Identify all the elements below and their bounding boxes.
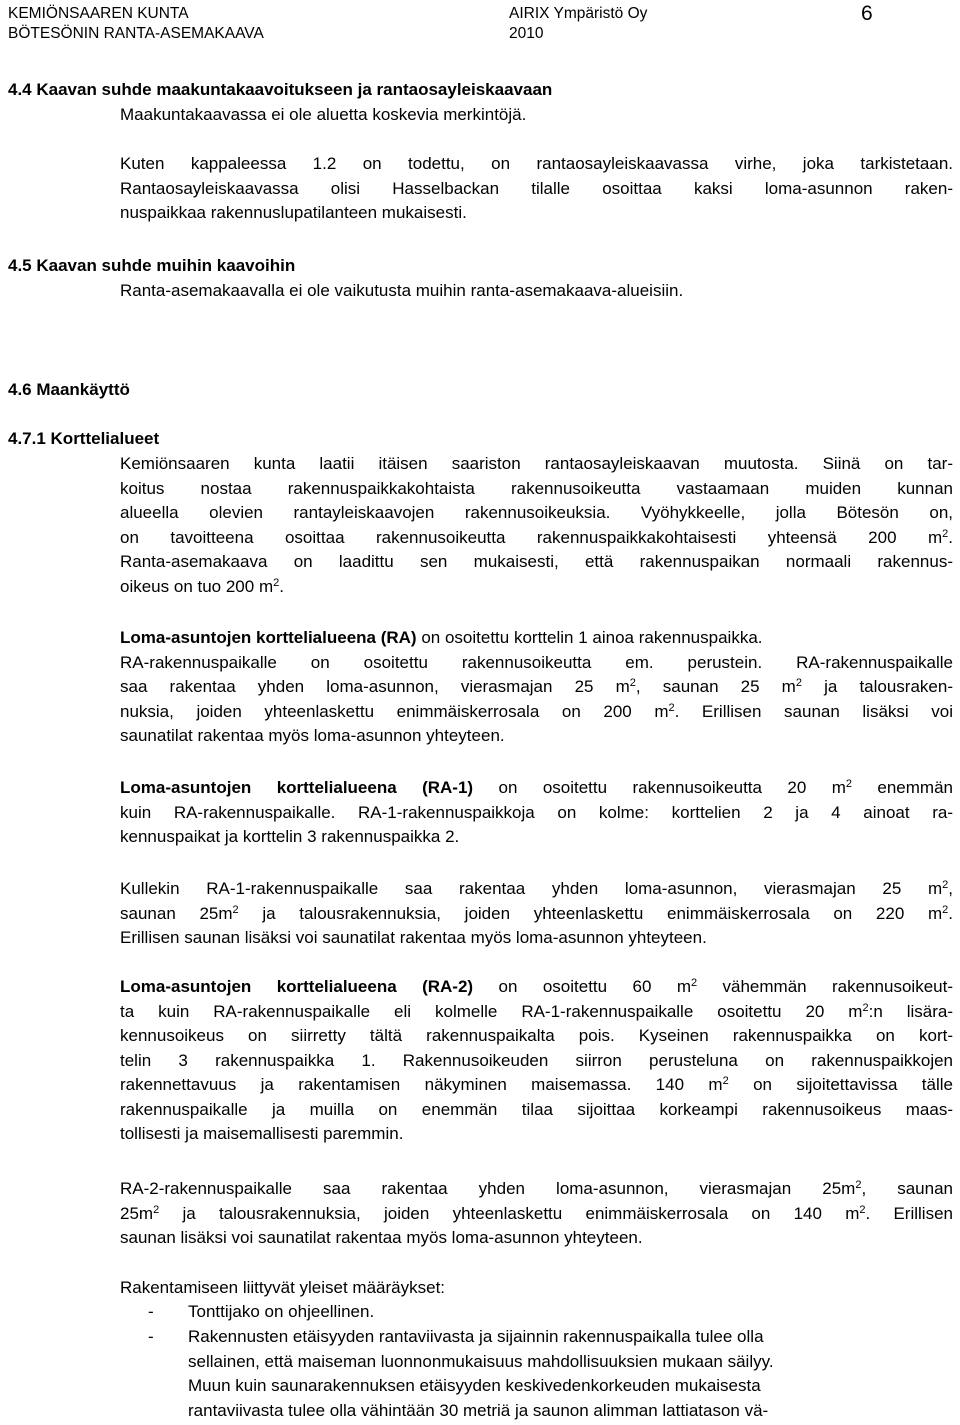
- text-line: Ranta-asemakaavalla ei ole vaikutusta muihin ranta-asemakaava-alueisiin.: [120, 281, 684, 300]
- paragraph-ra-1: [120, 776, 953, 850]
- section-heading-4-4: 4.4 Kaavan suhde maakuntakaavoitukseen ja rantaosayleiskaavaan: [8, 80, 553, 99]
- header-year: 2010: [509, 25, 544, 42]
- list-item-text: [188, 1325, 934, 1423]
- text-line: Maakuntakaavassa ei ole aluetta koskevia merkintöjä.: [120, 105, 527, 124]
- list-dash: -: [148, 1302, 154, 1321]
- text-line: Kuten kappaleessa 1.2 on todettu, on rantaosayleiskaavassa virhe, joka tarkistetaan.: [120, 154, 953, 173]
- paragraph-4-4-a: [120, 103, 953, 128]
- page-header: [8, 4, 952, 44]
- list-item-text: [188, 1300, 934, 1325]
- text-line: telin 3 rakennuspaikka 1. Rakennusoikeuden siirron perusteluna on rakennuspaikkojen: [120, 1050, 953, 1070]
- text-line: Loma-asuntojen korttelialueena (RA-1) on osoitettu rakennusoikeutta 20 $m^2$ enemmän: [120, 778, 953, 797]
- header-municipality: KEMIÖNSAAREN KUNTA: [8, 5, 189, 22]
- text-line: on tavoitteena osoittaa rakennusoikeutta rakennuspaikkakohtaisesti yhteensä 200 $m^2$.: [120, 527, 953, 547]
- text-line: RA-2-rakennuspaikalle saa rakentaa yhden loma-asunnon, vierasmajan $25m^2$, saunan: [120, 1179, 953, 1198]
- text-line: alueella olevien rantayleiskaavojen rakennusoikeuksia. Vyöhykkeelle, jolla Bötesön on,: [120, 503, 953, 522]
- paragraph-ra-1-b: [120, 877, 953, 951]
- text-line: Muun kuin saunarakennuksen etäisyyden keskivedenkorkeuden mukaisesta: [188, 1376, 761, 1395]
- term-ra-1: Loma-asuntojen korttelialueena (RA-1): [120, 778, 474, 797]
- header-company: AIRIX Ympäristö Oy: [509, 5, 648, 22]
- text-line: rantaviivasta tulee olla vähintään 30 metriä ja saunon alimman lattiatason vä-: [188, 1400, 769, 1420]
- paragraph-ra-2-b: [120, 1177, 953, 1251]
- list-dash: -: [148, 1327, 154, 1346]
- paragraph-4-4-b: [120, 152, 953, 226]
- paragraph-ra: [120, 626, 953, 749]
- text-line: kennuspaikat ja korttelin 3 rakennuspaikka 2.: [120, 827, 460, 846]
- paragraph-4-5: [120, 279, 953, 304]
- text-line: saunan lisäksi voi saunatilat rakentaa myös loma-asunnon yhteyteen.: [120, 1228, 643, 1247]
- paragraph-4-7-1-intro: [120, 452, 953, 599]
- text-line: saunan $25m^2$ ja talousrakennuksia, joiden yhteenlaskettu enimmäiskerrosala on 220 $m^2$.: [120, 903, 953, 923]
- section-heading-4-6: 4.6 Maankäyttö: [8, 380, 130, 399]
- text-line: Loma-asuntojen korttelialueena (RA-2) on osoitettu 60 $m^2$ vähemmän rakennusoikeut-: [120, 977, 953, 996]
- text-line: nuspaikkaa rakennuslupatilanteen mukaisesti.: [120, 203, 467, 222]
- text-line: Ranta-asemakaava on laadittu sen mukaisesti, että rakennuspaikan normaali rakennus-: [120, 552, 953, 571]
- text-line: sellainen, että maiseman luonnonmukaisuus mahdollisuuksien mukaan säilyy.: [188, 1351, 774, 1371]
- text-line: rakennettavuus ja rakentamisen näkyminen maisemassa. 140 $m^2$ on sijoitettavissa tälle: [120, 1075, 953, 1094]
- text-line: tollisesti ja maisemallisesti paremmin.: [120, 1124, 404, 1143]
- text-line: Tonttijako on ohjeellinen.: [188, 1302, 375, 1321]
- text-line: RA-rakennuspaikalle on osoitettu rakennusoikeutta em. perustein. RA-rakennuspaikalle: [120, 652, 953, 672]
- text-line: saa rakentaa yhden loma-asunnon, vierasmajan 25 $m^2$, saunan 25 $m^2$ ja talousraken-: [120, 677, 953, 696]
- text-line: ta kuin RA-rakennuspaikalle eli kolmelle RA-1-rakennuspaikalle osoitettu 20 $m^2:n$ lisära-: [120, 1001, 954, 1021]
- text-line: Kullekin RA-1-rakennuspaikalle saa rakentaa yhden loma-asunnon, vierasmajan 25 $m^2$,: [120, 879, 953, 898]
- header-left: [8, 4, 264, 44]
- text-line: Rantaosayleiskaavassa olisi Hasselbackan tilalle osoittaa kaksi loma-asunnon raken-: [120, 178, 953, 198]
- section-heading-4-5: 4.5 Kaavan suhde muihin kaavoihin: [8, 256, 296, 275]
- text-line: kennusoikeus on siirretty tältä rakennuspaikalta pois. Kyseinen rakennuspaikka on kort-: [120, 1026, 953, 1045]
- section-heading-4-7-1: 4.7.1 Korttelialueet: [8, 429, 160, 448]
- text-line: Erillisen saunan lisäksi voi saunatilat rakentaa myös loma-asunnon yhteyteen.: [120, 928, 707, 947]
- text-line: saunatilat rakentaa myös loma-asunnon yhteyteen.: [120, 726, 505, 745]
- text-line: Kemiönsaaren kunta laatii itäisen saariston rantaosayleiskaavan muutosta. Siinä on tar-: [120, 454, 953, 473]
- header-middle: [509, 4, 647, 44]
- text-line: kuin RA-rakennuspaikalle. RA-1-rakennuspaikkoja on kolme: korttelien 2 ja 4 ainoat ra-: [120, 802, 953, 822]
- text-line: nuksia, joiden yhteenlaskettu enimmäiskerrosala on 200 $m^2$. Erillisen saunan lisäksi voi: [120, 701, 954, 721]
- page-number: 6: [861, 2, 873, 25]
- text-line: Rakentamiseen liittyvät yleiset määräykset:: [120, 1278, 446, 1297]
- term-ra: Loma-asuntojen korttelialueena (RA): [120, 628, 417, 647]
- text-line: Loma-asuntojen korttelialueena (RA) on osoitettu korttelin 1 ainoa rakennuspaikka.: [120, 628, 763, 647]
- text-line: koitus nostaa rakennuspaikkakohtaista rakennusoikeutta vastaamaan muiden kunnan: [120, 478, 953, 498]
- general-regulations-heading: [120, 1276, 953, 1301]
- header-plan-name: BÖTESÖNIN RANTA-ASEMAKAAVA: [8, 25, 264, 42]
- paragraph-ra-2: [120, 975, 953, 1147]
- term-ra-2: Loma-asuntojen korttelialueena (RA-2): [120, 977, 474, 996]
- text-line: Rakennusten etäisyyden rantaviivasta ja sijainnin rakennuspaikalla tulee olla: [188, 1327, 764, 1346]
- text-line: oikeus on tuo 200 $m^2$.: [120, 576, 284, 596]
- text-line: $25m^2$ ja talousrakennuksia, joiden yhteenlaskettu enimmäiskerrosala on 140 $m^2$. Erillisen: [120, 1203, 953, 1223]
- text-line: rakennuspaikalle ja muilla on enemmän tilaa sijoittaa korkeampi rakennusoikeus maas-: [120, 1099, 953, 1119]
